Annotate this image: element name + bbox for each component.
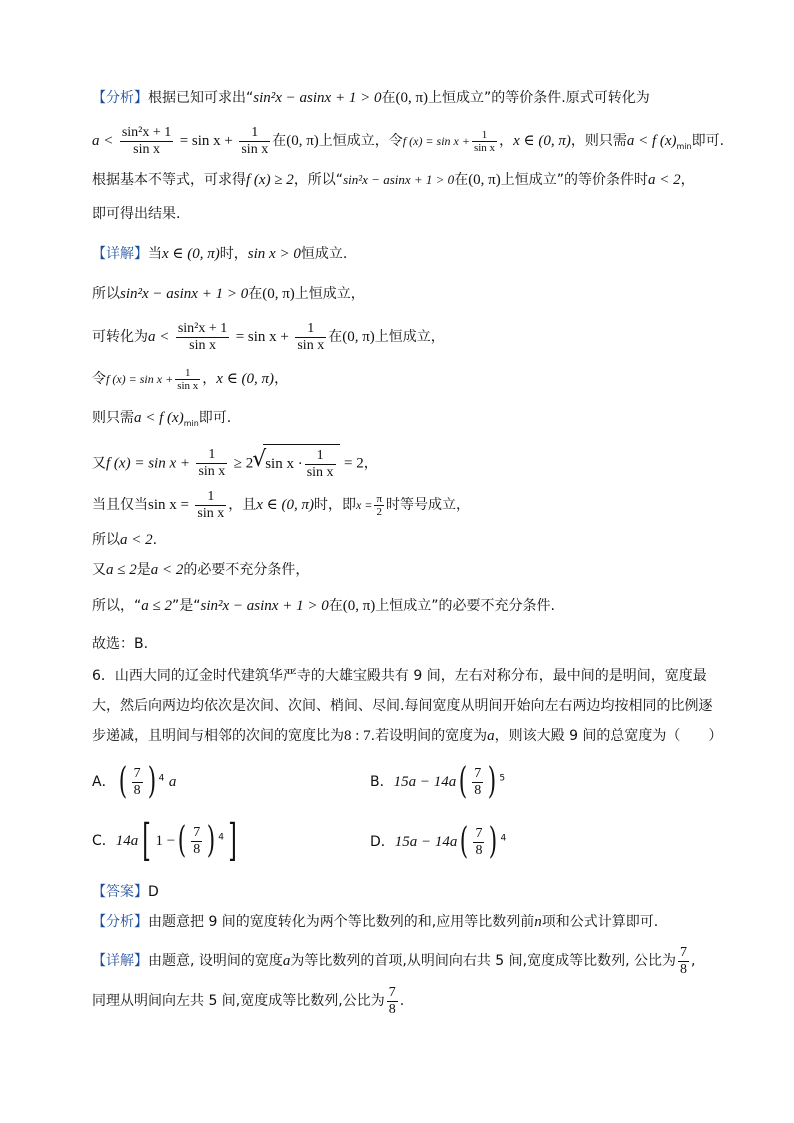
answer-choice-line: 故选：B. xyxy=(92,636,149,652)
detail-line-1: 【详解】当x ∈ (0, π)时，sin x > 0恒成立. xyxy=(92,246,348,262)
analysis-label: 【分析】 xyxy=(92,90,148,106)
detail-line-8: 所以a < 2. xyxy=(92,532,158,548)
analysis-line-1: 【分析】根据已知可求出“sin²x − asinx + 1 > 0在(0, π)上恒成立”的等价条件.原式可转化为 xyxy=(92,90,650,106)
fraction: $\frac{7}{8}$ xyxy=(133,765,141,798)
analysis-line-2: a < $\frac{\text{sin²x + 1}}{\text{sin x}}$ = sin x + $\frac{1}{\text{sin x}}$ 在(0, π)上恒成立，令f (x) = sin x + $\frac{1}{\text{sin x}}$ ，x ∈ (0, π)，则只需a < f $(x)_{min}$即可. xyxy=(92,124,725,157)
fraction: $\frac{1}{\text{sin x}}$ xyxy=(297,320,325,353)
fraction: $\frac{7}{8}$ xyxy=(680,944,688,977)
detail-line-4: 令f (x) = sin x + $\frac{1}{\text{sin x}}$ ，x ∈ (0, π)， xyxy=(92,366,289,392)
answer-label: 【答案】 xyxy=(92,884,148,900)
fraction: $\frac{1}{\text{sin x}}$ xyxy=(473,128,496,154)
question-6-line-2: 大，然后向两边均依次是次间、次间、梢间、尽间.每间宽度从明间开始向左右两边均按相同的比例逐 xyxy=(92,698,713,714)
fraction: $\frac{7}{8}$ xyxy=(388,984,396,1017)
option-a: A．( $\frac{7}{8}$ ) $^4$ a xyxy=(92,761,177,802)
fraction: $\frac{1}{\text{sin x}}$ xyxy=(198,447,226,479)
analysis-label: 【分析】 xyxy=(92,914,148,930)
square-root: √ sin x · $\frac{1}{\text{sin x}}$ xyxy=(263,444,339,483)
analysis-q6-line: 【分析】由题意把 9 间的宽度转化为两个等比数列的和,应用等比数列前n项和公式计算即可. xyxy=(92,914,659,930)
fraction: $\frac{7}{8}$ xyxy=(193,824,201,857)
fraction: $\frac{1}{\text{sin x}}$ xyxy=(177,366,199,392)
analysis-line-4: 即可得出结果. xyxy=(92,206,181,222)
option-c: C．14a[ 1 −( $\frac{7}{8}$ ) $^4$] xyxy=(92,815,237,866)
option-d: D．15a − 14a( $\frac{7}{8}$ ) $^4$ xyxy=(370,821,507,862)
question-6-line-1: 6．山西大同的辽金时代建筑华严寺的大雄宝殿共有 9 间，左右对称分布，最中间的是明间，宽度最 xyxy=(92,668,707,684)
fraction: $\frac{\pi}{2}$ xyxy=(376,492,383,518)
fraction: $\frac{7}{8}$ xyxy=(474,765,482,798)
analysis-line-3: 根据基本不等式，可求得f (x) ≥ 2，所以“sin²x − asinx + 1 > 0在(0, π)上恒成立”的等价条件时a < 2， xyxy=(92,172,695,188)
detail-line-2: 所以sin²x − asinx + 1 > 0在(0, π)上恒成立， xyxy=(92,286,365,302)
answer-line: 【答案】D xyxy=(92,884,159,900)
option-b: B．15a − 14a( $\frac{7}{8}$ ) $^5$ xyxy=(370,761,506,802)
fraction: $\frac{1}{\text{sin x}}$ xyxy=(306,447,334,480)
detail-line-5: 则只需a < f $(x)_{min}$即可. xyxy=(92,410,232,428)
question-6-line-3: 步递减，且明间与相邻的次间的宽度比为8 : 7.若设明间的宽度为a，则该大殿 9 间的总宽度为（ ） xyxy=(92,728,723,744)
detail-line-9: 又a ≤ 2是a < 2的必要不充分条件， xyxy=(92,562,310,578)
detail-label: 【详解】 xyxy=(92,953,148,969)
fraction: $\frac{\text{sin²x + 1}}{\text{sin x}}$ xyxy=(121,124,172,157)
detail-line-6: 又f (x) = sin x + $\frac{1}{\text{sin x}}$ ≥ 2√ sin x · $\frac{1}{\text{sin x}}$ = 2， xyxy=(92,444,724,483)
fraction: $\frac{\text{sin²x + 1}}{\text{sin x}}$ xyxy=(177,320,228,353)
detail-q6-line-1: 【详解】由题意, 设明间的宽度a为等比数列的首项,从明间向右共 5 间,宽度成等比数列, 公比为 $\frac{7}{8}$ , xyxy=(92,944,696,977)
detail-line-10: 所以，“a ≤ 2”是“sin²x − asinx + 1 > 0在(0, π)上恒成立”的必要不充分条件. xyxy=(92,598,555,614)
detail-q6-line-2: 同理从明间向左共 5 间,宽度成等比数列,公比为 $\frac{7}{8}$ . xyxy=(92,984,405,1017)
fraction: $\frac{7}{8}$ xyxy=(475,825,483,858)
fraction: $\frac{1}{\text{sin x}}$ xyxy=(241,124,269,157)
detail-line-3: 可转化为a < $\frac{\text{sin²x + 1}}{\text{sin x}}$ = sin x + $\frac{1}{\text{sin x}}$ 在(0, π)上恒成立， xyxy=(92,320,445,353)
detail-label: 【详解】 xyxy=(92,246,148,262)
fraction: $\frac{1}{\text{sin x}}$ xyxy=(197,488,225,521)
detail-line-7: 当且仅当sin x = $\frac{1}{\text{sin x}}$ ，且x ∈ (0, π)时，即x = $\frac{\pi}{2}$ 时等号成立， xyxy=(92,488,471,521)
